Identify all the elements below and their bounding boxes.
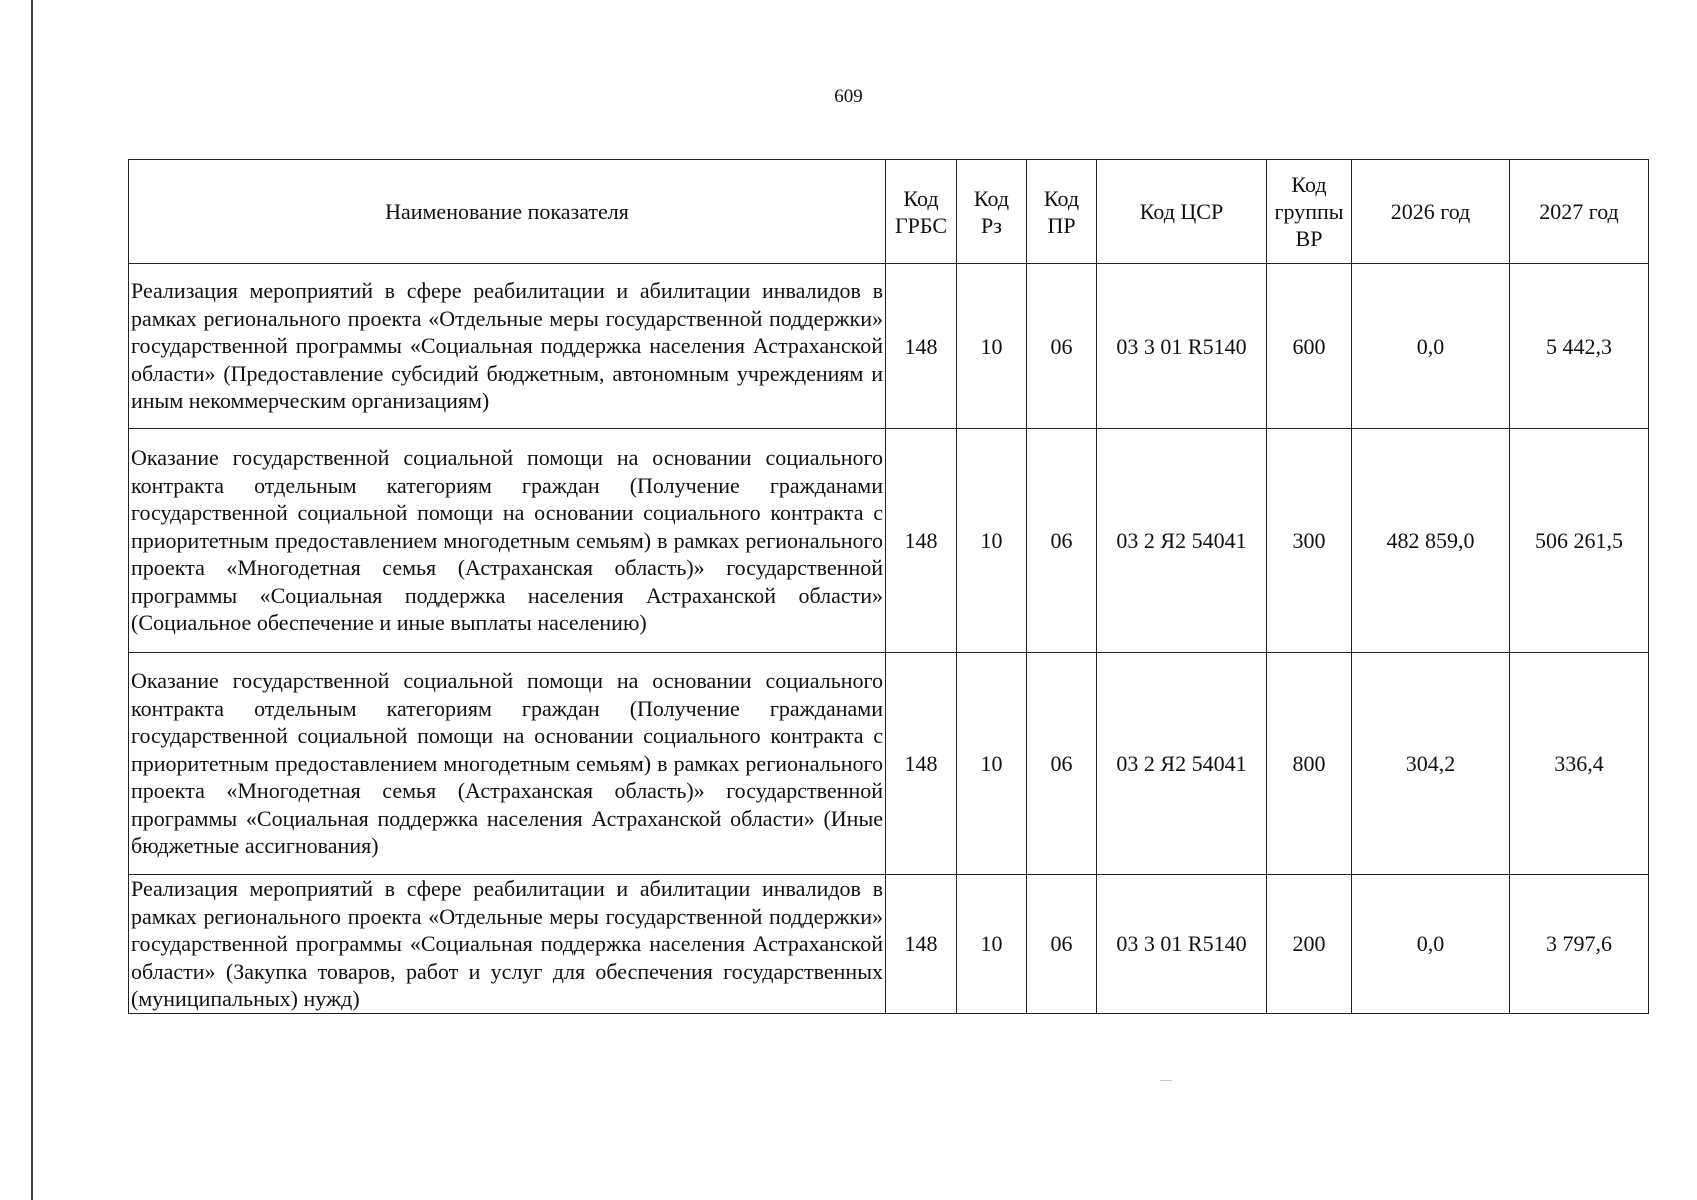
cell-pr: 06: [1027, 653, 1097, 875]
header-csr: Код ЦСР: [1097, 160, 1267, 264]
cell-name: Реализация мероприятий в сфере реабилитации и абилитации инвалидов в рамках регионального проекта «Отдельные меры государственной поддержки» государственной программы «Социальная поддержка населения Астраханской области» (Предоставление субсидий бюджетным, автономным учреждениям и иным некоммерческим организациям): [129, 264, 886, 429]
cell-2026: 304,2: [1352, 653, 1510, 875]
cell-name: Оказание государственной социальной помощи на основании социального контракта отдельным категориям граждан (Получение гражданами государственной социальной помощи на основании социального контракта с приоритетным предоставлением многодетным семьям) в рамках регионального проекта «Многодетная семья (Астраханская область)» государственной программы «Социальная поддержка населения Астраханской области» (Социальное обеспечение и иные выплаты населению): [129, 429, 886, 653]
cell-2027: 3 797,6: [1510, 875, 1649, 1014]
cell-vr: 200: [1267, 875, 1352, 1014]
cell-csr: 03 3 01 R5140: [1097, 875, 1267, 1014]
cell-csr: 03 2 Я2 54041: [1097, 429, 1267, 653]
cell-2027: 506 261,5: [1510, 429, 1649, 653]
header-pr: Код ПР: [1027, 160, 1097, 264]
cell-csr: 03 2 Я2 54041: [1097, 653, 1267, 875]
table-row: [129, 429, 1649, 653]
cell-2026: 0,0: [1352, 264, 1510, 429]
cell-2026: 0,0: [1352, 875, 1510, 1014]
cell-grbs: 148: [886, 875, 957, 1014]
cell-csr: 03 3 01 R5140: [1097, 264, 1267, 429]
binding-edge-line: [31, 0, 33, 1200]
budget-table: [128, 159, 1649, 1014]
header-2026: 2026 год: [1352, 160, 1510, 264]
cell-2026: 482 859,0: [1352, 429, 1510, 653]
cell-pr: 06: [1027, 875, 1097, 1014]
cell-vr: 800: [1267, 653, 1352, 875]
table-row: [129, 264, 1649, 429]
cell-vr: 600: [1267, 264, 1352, 429]
header-name: Наименование показателя: [129, 160, 886, 264]
cell-rz: 10: [957, 875, 1027, 1014]
cell-name: Оказание государственной социальной помощи на основании социального контракта отдельным категориям граждан (Получение гражданами государственной социальной помощи на основании социального контракта с приоритетным предоставлением многодетным семьям) в рамках регионального проекта «Многодетная семья (Астраханская область)» государственной программы «Социальная поддержка населения Астраханской области» (Иные бюджетные ассигнования): [129, 653, 886, 875]
table-header-row: [129, 160, 1649, 264]
cell-grbs: 148: [886, 264, 957, 429]
cell-rz: 10: [957, 264, 1027, 429]
page-number: 609: [834, 86, 863, 107]
cell-grbs: 148: [886, 653, 957, 875]
header-vr: Код группы ВР: [1267, 160, 1352, 264]
table-row: [129, 653, 1649, 875]
cell-rz: 10: [957, 653, 1027, 875]
cell-rz: 10: [957, 429, 1027, 653]
cell-vr: 300: [1267, 429, 1352, 653]
cell-2027: 5 442,3: [1510, 264, 1649, 429]
header-2027: 2027 год: [1510, 160, 1649, 264]
cell-grbs: 148: [886, 429, 957, 653]
cell-pr: 06: [1027, 429, 1097, 653]
header-grbs: Код ГРБС: [886, 160, 957, 264]
header-rz: Код Рз: [957, 160, 1027, 264]
scan-artifact: [1160, 1080, 1172, 1081]
cell-2027: 336,4: [1510, 653, 1649, 875]
cell-name: Реализация мероприятий в сфере реабилитации и абилитации инвалидов в рамках регионального проекта «Отдельные меры государственной поддержки» государственной программы «Социальная поддержка населения Астраханской области» (Закупка товаров, работ и услуг для обеспечения государственных (муниципальных) нужд): [129, 875, 886, 1014]
cell-pr: 06: [1027, 264, 1097, 429]
table-row: [129, 875, 1649, 1014]
